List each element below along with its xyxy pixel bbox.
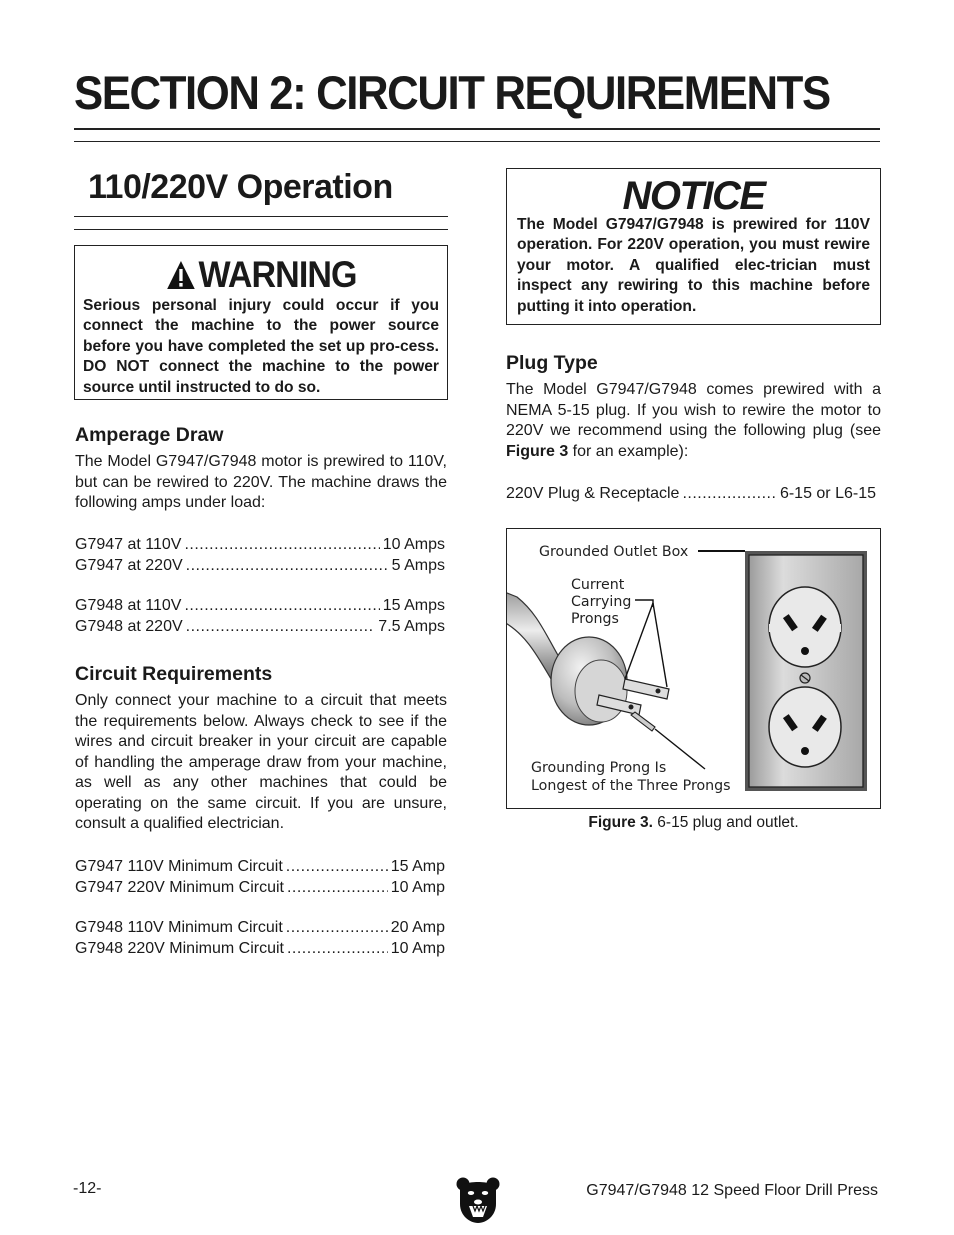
figure-reference: Figure 3 <box>506 442 569 460</box>
spec-label: G7948 220V Minimum Circuit <box>75 939 284 957</box>
amperage-list-1 <box>75 535 445 576</box>
plug-heading: Plug Type <box>506 352 598 374</box>
spec-label: G7947 at 110V <box>75 536 182 553</box>
notice-box <box>506 168 881 325</box>
warning-text: Serious personal injury could occur if you connect the machine to the power source before you have completed the set up pro-cess. DO NOT connect the machine to the power source until instructed to do so. <box>83 297 439 396</box>
spec-value: 20 Amp <box>390 919 445 936</box>
amperage-text: The Model G7947/G7948 motor is prewired to 110V, but can be rewired to 220V. The machine draws the following amps under load: <box>75 453 447 511</box>
plug-spec-list <box>506 484 876 505</box>
operation-rule-bottom <box>74 229 448 230</box>
spec-value: 15 Amp <box>390 858 445 875</box>
spec-row <box>75 857 445 878</box>
operation-rule-top <box>74 216 448 217</box>
spec-row <box>75 535 445 556</box>
page-number: -12- <box>73 1180 102 1197</box>
label-current-carrying-prongs: Prongs <box>571 611 619 627</box>
spec-row <box>75 556 445 577</box>
circuit-text: Only connect your machine to a circuit that meets the requirements below. Always check to see if the wires and circuit breaker in your circuit are capable of handling the amperage draw from your machine, as well as any other machines that could be operating on the same circuit. If you are unsure, consult a qualified electrician. <box>75 692 447 832</box>
spec-row <box>75 939 445 960</box>
plug-outlet-illustration <box>507 529 879 807</box>
label-current-carrying-prongs: Current <box>571 577 625 593</box>
title-rule-bottom <box>74 141 880 142</box>
warning-box <box>74 245 448 400</box>
spec-value: 15 Amps <box>382 597 445 614</box>
caption-text: 6-15 plug and outlet. <box>652 814 799 831</box>
circuit-list-1 <box>75 857 445 898</box>
plug-text-part: The Model G7947/G7948 comes prewired with a NEMA 5-15 plug. If you wish to rewire the motor to 220V we recommend using the following plug (see <box>506 381 881 439</box>
spec-label: G7948 110V Minimum Circuit <box>75 919 283 936</box>
spec-value: 5 Amps <box>391 556 445 574</box>
amperage-heading: Amperage Draw <box>75 424 224 446</box>
spec-row <box>75 918 445 939</box>
amperage-list-2 <box>75 596 445 637</box>
warning-triangle-icon <box>165 259 196 291</box>
plug-text-part: for an example): <box>568 442 689 460</box>
spec-value: 10 Amp <box>390 939 445 957</box>
spec-label: G7948 at 110V <box>75 597 182 614</box>
spec-row <box>75 596 445 617</box>
spec-value: 10 Amps <box>382 536 445 553</box>
warning-heading: WARNING <box>198 254 357 295</box>
figure-3-frame <box>506 528 881 809</box>
spec-value: 6-15 or L6-15 <box>779 485 876 502</box>
operation-heading: 110/220V Operation <box>88 168 393 206</box>
notice-heading: NOTICE <box>622 174 765 218</box>
plug-text <box>506 380 881 462</box>
title-rule-top <box>74 128 880 130</box>
label-grounding-prong: Longest of the Three Prongs <box>531 778 731 794</box>
spec-label: 220V Plug & Receptacle <box>506 485 680 502</box>
footer-title: G7947/G7948 12 Speed Floor Drill Press <box>586 1182 878 1199</box>
spec-label: G7947 220V Minimum Circuit <box>75 878 284 896</box>
spec-label: G7947 at 220V <box>75 556 183 574</box>
spec-value: 10 Amp <box>390 878 445 896</box>
circuit-heading: Circuit Requirements <box>75 663 273 685</box>
label-grounding-prong: Grounding Prong Is <box>531 760 667 776</box>
warning-header <box>90 254 432 296</box>
spec-value: 7.5 Amps <box>378 617 445 635</box>
spec-label: G7948 at 220V <box>75 617 183 635</box>
spec-row <box>75 617 445 638</box>
figure-3-caption <box>506 814 881 832</box>
spec-label: G7947 110V Minimum Circuit <box>75 858 283 875</box>
label-grounded-outlet-box: Grounded Outlet Box <box>539 544 689 560</box>
circuit-list-2 <box>75 918 445 959</box>
caption-figure-number: Figure 3. <box>588 814 653 831</box>
notice-text: The Model G7947/G7948 is prewired for 110V operation. For 220V operation, you must rewire your motor. A qualified elec-trician must inspect any rewiring to this machine before putting it into operation. <box>517 216 870 315</box>
label-current-carrying-prongs: Carrying <box>571 594 632 610</box>
section-title: SECTION 2: CIRCUIT REQUIREMENTS <box>74 66 830 119</box>
spec-row <box>506 484 876 505</box>
bear-head-logo-icon <box>456 1176 500 1224</box>
spec-row <box>75 878 445 899</box>
